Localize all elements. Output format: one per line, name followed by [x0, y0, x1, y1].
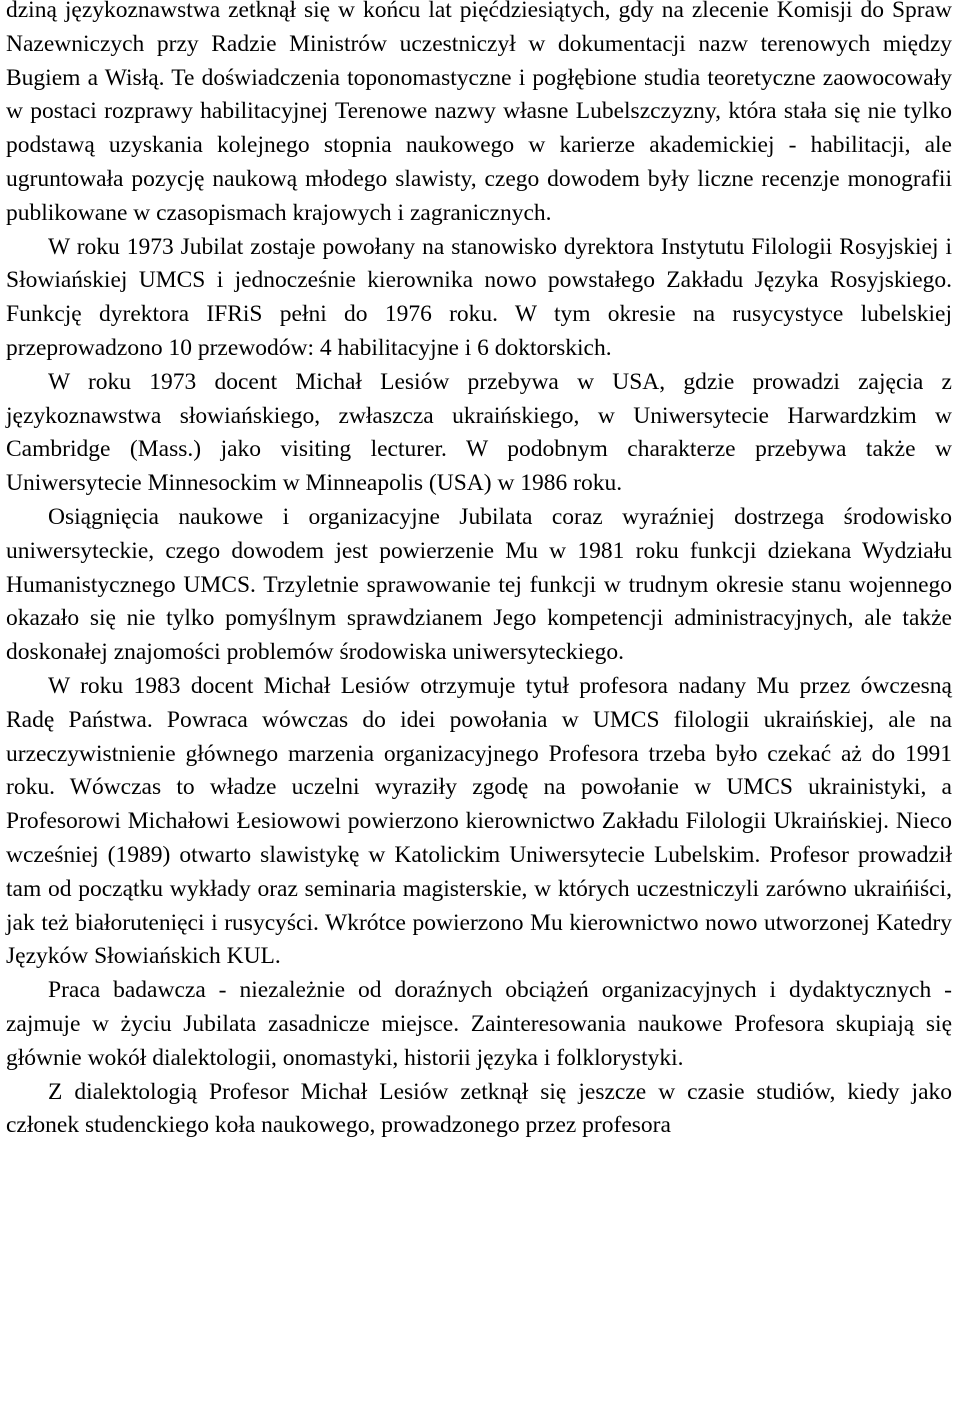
paragraph-4: Osiągnięcia naukowe i organizacyjne Jubilata coraz wyraźniej dostrzega środowisko uniwersyteckie, czego dowodem jest powierzenie Mu w 1981 roku funkcji dziekana Wydziału Humanistycznego UMCS. Trzyletnie sprawowanie tej funkcji w trudnym okresie stanu wojennego okazało się nie tylko pomyślnym sprawdzianem Jego kompetencji administracyjnych, ale także doskonałej znajomości problemów środowiska uniwersyteckiego. — [6, 503, 952, 666]
paragraph-5: W roku 1983 docent Michał Lesiów otrzymuje tytuł profesora nadany Mu przez ówczesną Radę Państwa. Powraca wówczas do idei powołania w UMCS filologii ukraińskiej, ale na urzeczywistnienie głównego marzenia organizacyjnego Profesora trzeba było czekać aż do 1991 roku. Wówczas to władze uczelni wyraziły zgodę na powołanie w UMCS ukrainistyki, a Profesorowi Michałowi Łesiowowi powierzono kierownictwo Zakładu Filologii Ukraińskiej. Nieco wcześniej (1989) otwarto slawistykę w Katolickim Uniwersytecie Lubelskim. Profesor prowadził tam od początku wykłady oraz seminaria magisterskie, w których uczestniczyli zarówno ukraińiści, jak też białorutenięci i rusycyści. Wkrótce powierzono Mu kierownictwo nowo utworzonej Katedry Języków Słowiańskich KUL. — [6, 672, 952, 970]
paragraph-3: W roku 1973 docent Michał Lesiów przebywa w USA, gdzie prowadzi zajęcia z językoznawstwa słowiańskiego, zwłaszcza ukraińskiego, w Uniwersytecie Harwardzkim w Cambridge (Mass.) jako visiting lecturer. W podobnym charakterze przebywa także w Uniwersytecie Minnesockim w Minneapolis (USA) w 1986 roku. — [6, 368, 952, 497]
paragraph-2: W roku 1973 Jubilat zostaje powołany na stanowisko dyrektora Instytutu Filologii Rosyjskiej i Słowiańskiej UMCS i jednocześnie kierownika nowo powstałego Zakładu Języka Rosyjskiego. Funkcję dyrektora IFRiS pełni do 1976 roku. W tym okresie na rusycystyce lubelskiej przeprowadzono 10 przewodów: 4 habilitacyjne i 6 doktorskich. — [6, 233, 952, 361]
paragraph-7: Z dialektologią Profesor Michał Lesiów zetknął się jeszcze w czasie studiów, kiedy jako członek studenckiego koła naukowego, prowadzonego przez profesora — [6, 1078, 952, 1139]
paragraph-1: dziną językoznawstwa zetknął się w końcu lat pięćdziesiątych, gdy na zlecenie Komisji do Spraw Nazewniczych przy Radzie Ministrów uczestniczył w dokumentacji nazw terenowych między Bugiem a Wisłą. Te doświadczenia toponomastyczne i pogłębione studia teoretyczne zaowocowały w postaci rozprawy habilitacyjnej Terenowe nazwy własne Lubelszczyzny, która stała się nie tylko podstawą uzyskania kolejnego stopnia naukowego w karierze akademickiej - habilitacji, ale ugruntowała pozycję naukową młodego slawisty, czego dowodem były liczne recenzje monografii publikowane w czasopismach krajowych i zagranicznych. — [6, 0, 952, 226]
paragraph-6: Praca badawcza - niezależnie od doraźnych obciążeń organizacyjnych i dydaktycznych - zajmuje w życiu Jubilata zasadnicze miejsce. Zainteresowania naukowe Profesora skupiają się głównie wokół dialektologii, onomastyki, historii języka i folklorystyki. — [6, 977, 952, 1071]
